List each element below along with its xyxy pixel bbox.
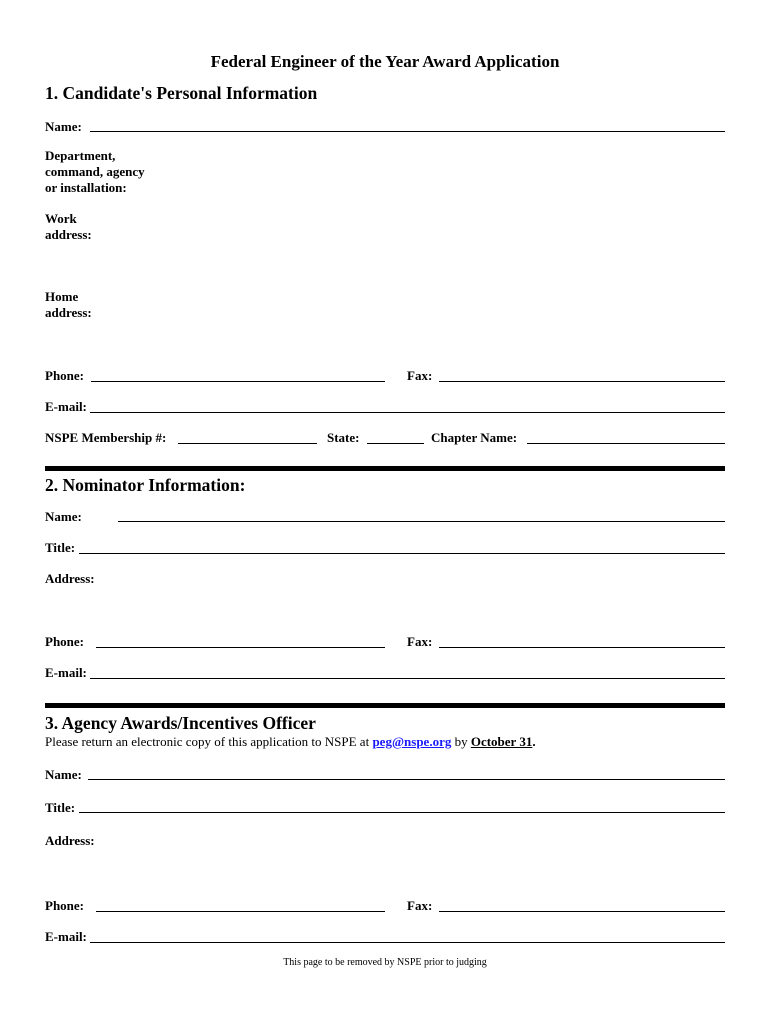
- officer-email-field[interactable]: [90, 942, 725, 943]
- department-label-line-1: Department,: [45, 148, 116, 163]
- department-label-line-2: command, agency: [45, 164, 145, 179]
- nominator-title-label: Title:: [45, 540, 76, 555]
- return-instructions: [45, 734, 536, 750]
- nspe-email-link[interactable]: peg@nspe.org: [372, 734, 452, 749]
- state-field[interactable]: [367, 443, 424, 444]
- officer-title-field[interactable]: [79, 812, 725, 813]
- nominator-phone-label: Phone:: [45, 634, 84, 649]
- home-address-label-line-2: address:: [45, 305, 92, 320]
- officer-phone-field[interactable]: [96, 911, 385, 912]
- candidate-phone-field[interactable]: [91, 381, 385, 382]
- nominator-address-field[interactable]: [110, 571, 725, 621]
- section-1-heading: 1. Candidate's Personal Information: [45, 83, 318, 103]
- nspe-membership-field[interactable]: [178, 443, 317, 444]
- nominator-phone-field[interactable]: [96, 647, 385, 648]
- candidate-name-field[interactable]: [90, 131, 725, 132]
- chapter-name-label: Chapter Name:: [431, 430, 518, 445]
- home-address-field[interactable]: [110, 289, 725, 349]
- candidate-email-field[interactable]: [90, 412, 725, 413]
- deadline-date: October 31: [470, 734, 533, 749]
- work-address-field[interactable]: [110, 211, 725, 271]
- section-divider-1: [45, 466, 725, 471]
- officer-name-field[interactable]: [88, 779, 725, 780]
- home-address-label-line-1: Home: [45, 289, 79, 304]
- nominator-address-label: Address:: [45, 571, 95, 586]
- chapter-name-field[interactable]: [527, 443, 725, 444]
- nspe-membership-label: NSPE Membership #:: [45, 430, 167, 445]
- nominator-fax-label: Fax:: [407, 634, 433, 649]
- work-address-label-line-2: address:: [45, 227, 92, 242]
- officer-title-label: Title:: [45, 800, 76, 815]
- nominator-email-field[interactable]: [90, 678, 725, 679]
- officer-fax-field[interactable]: [439, 911, 725, 912]
- officer-fax-label: Fax:: [407, 898, 433, 913]
- return-instructions-period: .: [532, 734, 536, 749]
- officer-address-label: Address:: [45, 833, 95, 848]
- department-label-line-3: or installation:: [45, 180, 127, 195]
- department-field[interactable]: [150, 150, 725, 195]
- page-title: Federal Engineer of the Year Award Application: [210, 52, 560, 71]
- nominator-name-field[interactable]: [118, 521, 725, 522]
- work-address-label-line-1: Work: [45, 211, 77, 226]
- officer-email-label: E-mail:: [45, 929, 87, 944]
- return-instructions-by: by: [454, 734, 468, 749]
- section-3-heading: 3. Agency Awards/Incentives Officer: [45, 713, 316, 733]
- nominator-name-label: Name:: [45, 509, 82, 524]
- nominator-fax-field[interactable]: [439, 647, 725, 648]
- candidate-phone-label: Phone:: [45, 368, 84, 383]
- state-label: State:: [327, 430, 360, 445]
- section-2-heading: 2. Nominator Information:: [45, 475, 246, 495]
- candidate-fax-field[interactable]: [439, 381, 725, 382]
- return-instructions-text: Please return an electronic copy of this application to NSPE at: [45, 734, 370, 749]
- candidate-name-label: Name:: [45, 119, 82, 134]
- section-divider-2: [45, 703, 725, 708]
- candidate-email-label: E-mail:: [45, 399, 87, 414]
- nominator-email-label: E-mail:: [45, 665, 87, 680]
- officer-name-label: Name:: [45, 767, 82, 782]
- footer-note: This page to be removed by NSPE prior to judging: [283, 957, 487, 968]
- nominator-title-field[interactable]: [79, 553, 725, 554]
- officer-phone-label: Phone:: [45, 898, 84, 913]
- candidate-fax-label: Fax:: [407, 368, 433, 383]
- officer-address-field[interactable]: [110, 833, 725, 888]
